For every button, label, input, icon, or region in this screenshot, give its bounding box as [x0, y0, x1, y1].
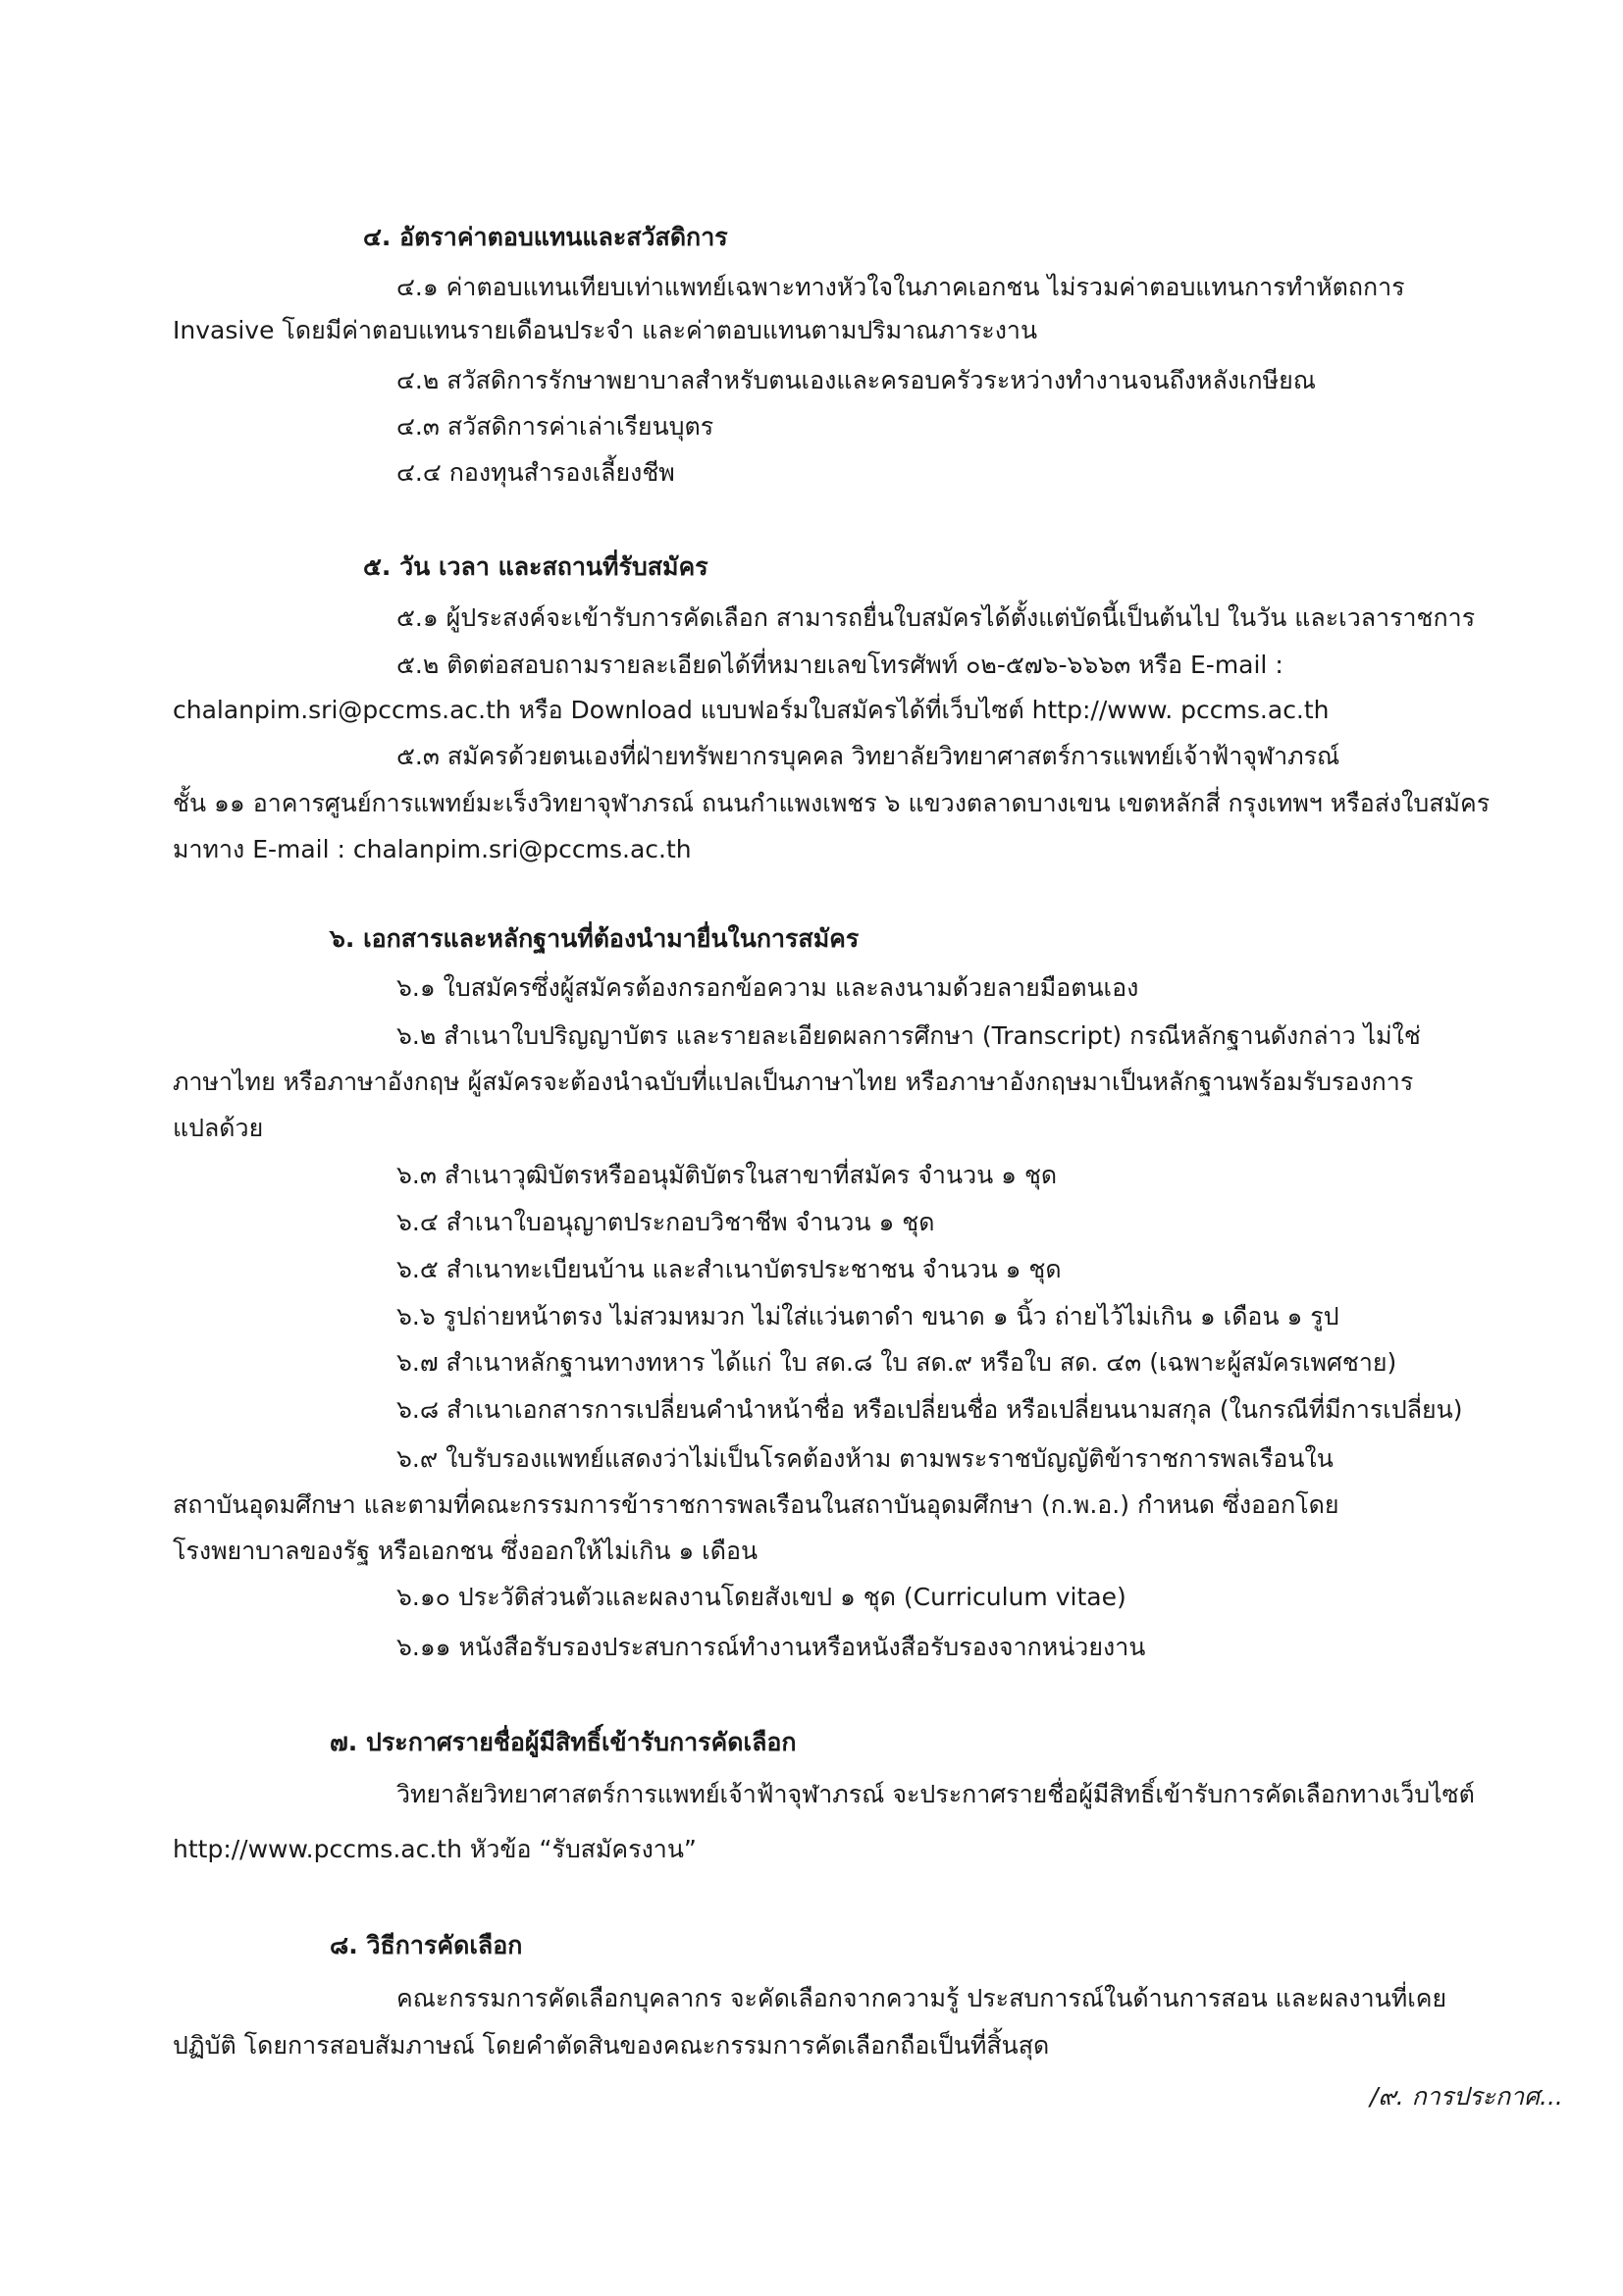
section-7-body-line2: http://www.pccms.ac.th หัวข้อ “รับสมัครงาน”	[173, 1835, 697, 1863]
item-6-6: ๖.๖ รูปถ่ายหน้าตรง ไม่สวมหมวก ไม่ใส่แว่นตาดำ ขนาด ๑ นิ้ว ถ่ายไว้ไม่เกิน ๑ เดือน ๑ รูป	[396, 1302, 1339, 1331]
item-6-2-line2: ภาษาไทย หรือภาษาอังกฤษ ผู้สมัครจะต้องนำฉบับที่แปลเป็นภาษาไทย หรือภาษาอังกฤษมาเป็นหลักฐานพร้อมรับรองการ	[173, 1068, 1414, 1096]
item-4-1-line1: ๔.๑ ค่าตอบแทนเทียบเท่าแพทย์เฉพาะทางหัวใจในภาคเอกชน ไม่รวมค่าตอบแทนการทำหัตถการ	[396, 273, 1405, 301]
item-4-2: ๔.๒ สวัสดิการรักษาพยาบาลสำหรับตนเองและครอบครัวระหว่างทำงานจนถึงหลังเกษียณ	[396, 366, 1316, 394]
item-6-11: ๖.๑๑ หนังสือรับรองประสบการณ์ทำงานหรือหนังสือรับรองจากหน่วยงาน	[396, 1633, 1146, 1661]
item-6-9-line3: โรงพยาบาลของรัฐ หรือเอกชน ซึ่งออกให้ไม่เกิน ๑ เดือน	[173, 1537, 759, 1565]
section-8-body-line1: คณะกรรมการคัดเลือกบุคลากร จะคัดเลือกจากความรู้ ประสบการณ์ในด้านการสอน และผลงานที่เคย	[396, 1984, 1447, 2012]
continuation-marker: /๙. การประกาศ...	[1370, 2082, 1563, 2111]
section-7-body-line1: วิทยาลัยวิทยาศาสตร์การแพทย์เจ้าฟ้าจุฬาภรณ์ จะประกาศรายชื่อผู้มีสิทธิ์เข้ารับการคัดเลือกทางเว็บไซต์	[396, 1780, 1475, 1808]
item-5-2-line1: ๕.๒ ติดต่อสอบถามรายละเอียดได้ที่หมายเลขโทรศัพท์ ๐๒-๕๗๖-๖๖๖๓ หรือ E-mail :	[396, 651, 1283, 679]
item-6-1: ๖.๑ ใบสมัครซึ่งผู้สมัครต้องกรอกข้อความ และลงนามด้วยลายมือตนเอง	[396, 973, 1139, 1002]
section-7-heading: ๗. ประกาศรายชื่อผู้มีสิทธิ์เข้ารับการคัดเลือก	[330, 1728, 797, 1756]
item-6-2-line1: ๖.๒ สำเนาใบปริญญาบัตร และรายละเอียดผลการศึกษา (Transcript) กรณีหลักฐานดังกล่าว ไม่ใช่	[396, 1021, 1421, 1050]
item-6-5: ๖.๕ สำเนาทะเบียนบ้าน และสำเนาบัตรประชาชน จำนวน ๑ ชุด	[396, 1255, 1062, 1283]
section-8-heading: ๘. วิธีการคัดเลือก	[330, 1931, 523, 1959]
item-6-4: ๖.๔ สำเนาใบอนุญาตประกอบวิชาชีพ จำนวน ๑ ชุด	[396, 1208, 935, 1236]
item-6-2-line3: แปลด้วย	[173, 1114, 264, 1142]
item-6-3: ๖.๓ สำเนาวุฒิบัตรหรืออนุมัติบัตรในสาขาที่สมัคร จำนวน ๑ ชุด	[396, 1161, 1058, 1189]
item-4-1-line2: Invasive โดยมีค่าตอบแทนรายเดือนประจำ และค่าตอบแทนตามปริมาณภาระงาน	[173, 316, 1038, 344]
item-6-7: ๖.๗ สำเนาหลักฐานทางทหาร ได้แก่ ใบ สด.๘ ใบ สด.๙ หรือใบ สด. ๔๓ (เฉพาะผู้สมัครเพศชาย)	[396, 1348, 1397, 1377]
item-6-9-line1: ๖.๙ ใบรับรองแพทย์แสดงว่าไม่เป็นโรคต้องห้าม ตามพระราชบัญญัติข้าราชการพลเรือนใน	[396, 1444, 1334, 1473]
item-5-3-line3: มาทาง E-mail : chalanpim.sri@pccms.ac.th	[173, 835, 692, 863]
item-4-4: ๔.๔ กองทุนสำรองเลี้ยงชีพ	[396, 458, 675, 487]
item-6-10: ๖.๑๐ ประวัติส่วนตัวและผลงานโดยสังเขป ๑ ชุด (Curriculum vitae)	[396, 1583, 1126, 1611]
section-4-heading: ๔. อัตราค่าตอบแทนและสวัสดิการ	[363, 223, 728, 251]
item-5-2-line2: chalanpim.sri@pccms.ac.th หรือ Download แบบฟอร์มใบสมัครได้ที่เว็บไซต์ http://www. pccms.ac.th	[173, 696, 1330, 724]
item-4-3: ๔.๓ สวัสดิการค่าเล่าเรียนบุตร	[396, 412, 714, 441]
section-5-heading: ๕. วัน เวลา และสถานที่รับสมัคร	[363, 552, 708, 581]
item-6-9-line2: สถาบันอุดมศึกษา และตามที่คณะกรรมการข้าราชการพลเรือนในสถาบันอุดมศึกษา (ก.พ.อ.) กำหนด ซึ่งออกโดย	[173, 1490, 1339, 1519]
item-5-3-line1: ๕.๓ สมัครด้วยตนเองที่ฝ่ายทรัพยากรบุคคล วิทยาลัยวิทยาศาสตร์การแพทย์เจ้าฟ้าจุฬาภรณ์	[396, 742, 1340, 770]
section-8-body-line2: ปฏิบัติ โดยการสอบสัมภาษณ์ โดยคำตัดสินของคณะกรรมการคัดเลือกถือเป็นที่สิ้นสุด	[173, 2031, 1050, 2060]
section-6-heading: ๖. เอกสารและหลักฐานที่ต้องนำมายื่นในการสมัคร	[330, 924, 860, 953]
item-6-8: ๖.๘ สำเนาเอกสารการเปลี่ยนคำนำหน้าชื่อ หรือเปลี่ยนชื่อ หรือเปลี่ยนนามสกุล (ในกรณีที่มีการเปลี่ยน)	[396, 1395, 1463, 1424]
item-5-1: ๕.๑ ผู้ประสงค์จะเข้ารับการคัดเลือก สามารถยื่นใบสมัครได้ตั้งแต่บัดนี้เป็นต้นไป ในวัน และเวลาราชการ	[396, 603, 1476, 632]
item-5-3-line2: ชั้น ๑๑ อาคารศูนย์การแพทย์มะเร็งวิทยาจุฬาภรณ์ ถนนกำแพงเพชร ๖ แขวงตลาดบางเขน เขตหลักสี่ กรุงเทพฯ หรือส่งใบสมัคร	[173, 789, 1491, 817]
